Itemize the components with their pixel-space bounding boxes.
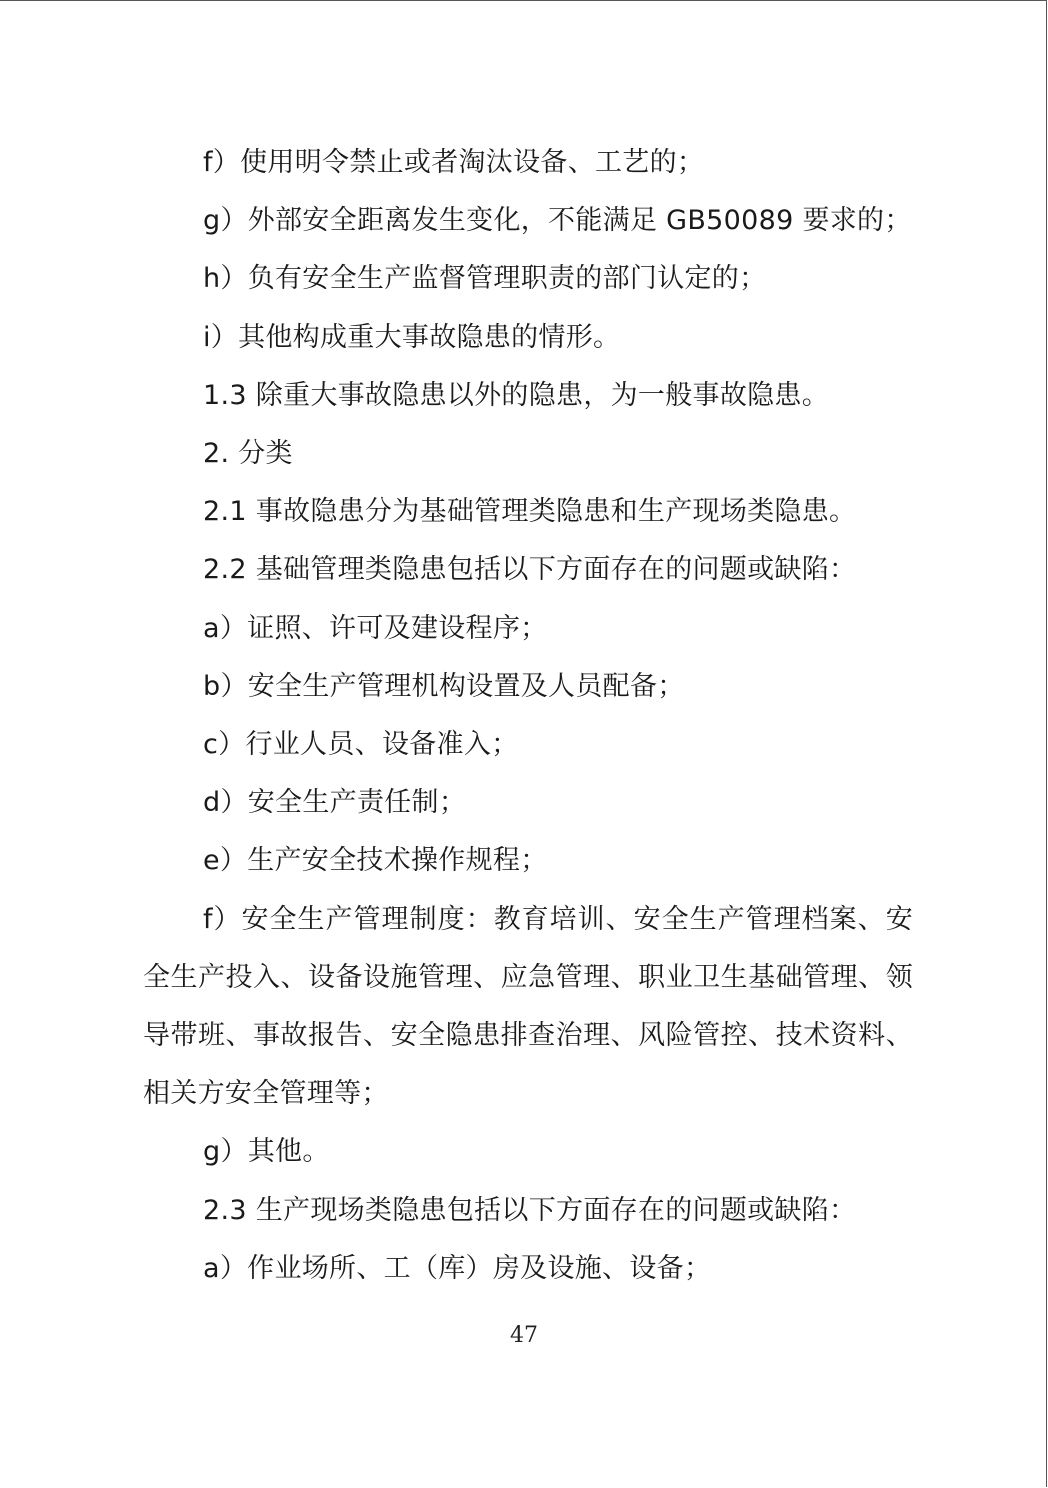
list-item: e）生产安全技术操作规程； <box>203 845 548 877</box>
list-item: d）安全生产责任制； <box>203 787 467 819</box>
paragraph: 2.1 事故隐患分为基础管理类隐患和生产现场类隐患。 <box>203 496 857 528</box>
body-text <box>143 134 913 1298</box>
section-heading: 2. 分类 <box>203 438 293 470</box>
paragraph: h）负有安全生产监督管理职责的部门认定的； <box>203 263 767 295</box>
paragraph: g）外部安全距离发生变化，不能满足 GB50089 要求的； <box>203 205 912 237</box>
paragraph: 1.3 除重大事故隐患以外的隐患，为一般事故隐患。 <box>203 379 830 411</box>
list-item: c）行业人员、设备准入； <box>203 729 519 761</box>
paragraph: i）其他构成重大事故隐患的情形。 <box>203 321 621 353</box>
paragraph: f）使用明令禁止或者淘汰设备、工艺的； <box>203 147 705 178</box>
list-item: f）安全生产管理制度：教育培训、安全生产管理档案、安全生产投入、设备设施管理、应急管理、职业卫生基础管理、领导带班、事故报告、安全隐患排查治理、风险管控、技术资料、相关方安全管理等； <box>143 903 913 1110</box>
list-item: a）证照、许可及建设程序； <box>203 612 548 644</box>
list-item: b）安全生产管理机构设置及人员配备； <box>203 670 685 702</box>
page-number: 47 <box>510 1323 538 1348</box>
paragraph: 2.3 生产现场类隐患包括以下方面存在的问题或缺陷： <box>203 1194 857 1226</box>
list-item: g）其他。 <box>203 1136 330 1168</box>
list-item: a）作业场所、工（库）房及设施、设备； <box>203 1252 712 1284</box>
paragraph: 2.2 基础管理类隐患包括以下方面存在的问题或缺陷： <box>203 554 857 586</box>
